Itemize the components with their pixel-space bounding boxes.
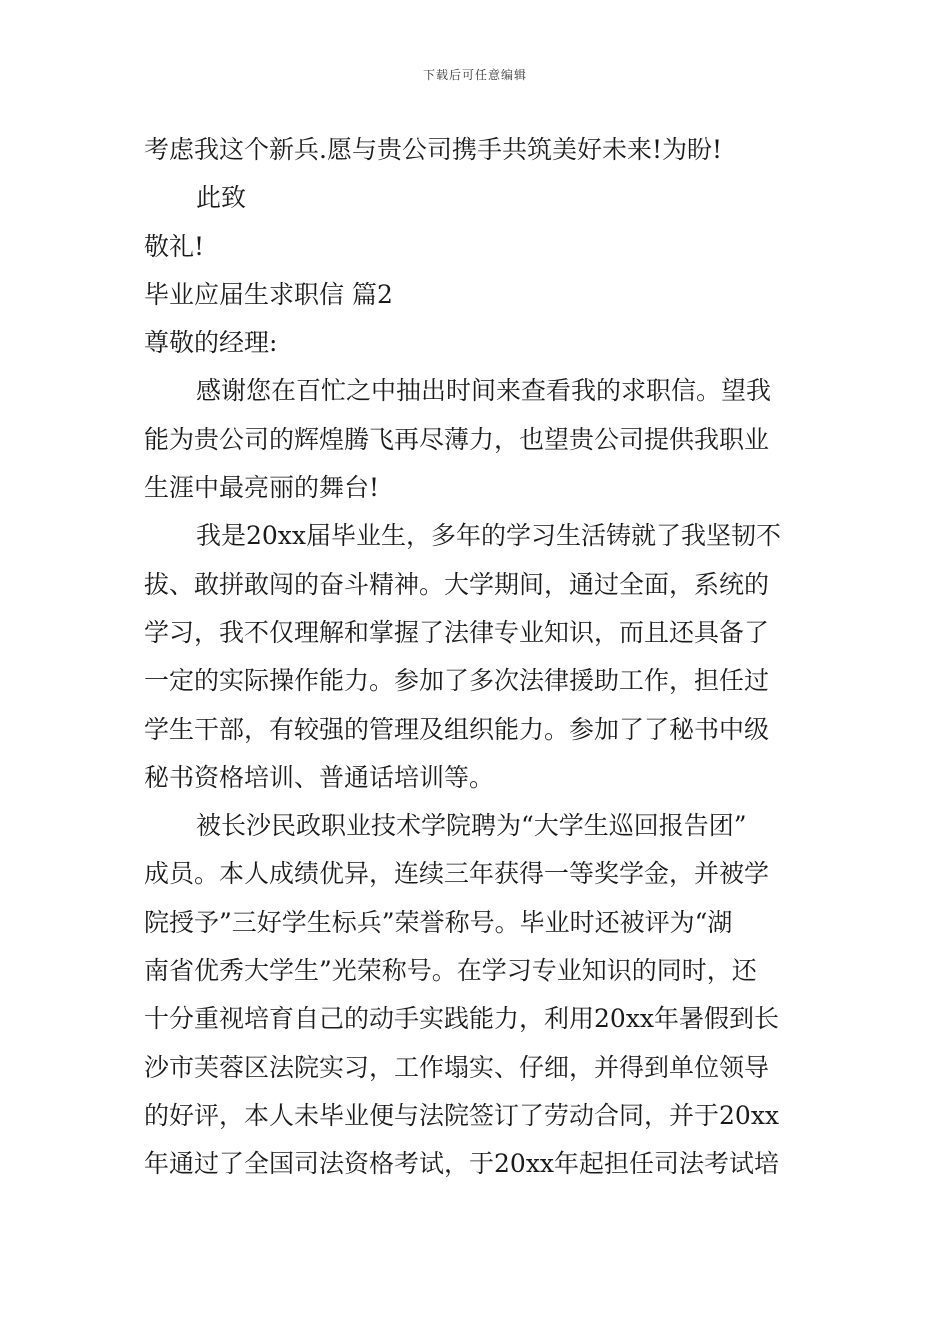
section-title: 毕业应届生求职信 篇2 bbox=[144, 279, 393, 309]
paragraph-line: 南省优秀大学生”光荣称号。在学习专业知识的同时，还 bbox=[144, 956, 757, 986]
salutation-line: 敬礼! bbox=[144, 231, 205, 261]
paragraph-line: 秘书资格培训、普通话培训等。 bbox=[144, 762, 495, 792]
closing-line: 此致 bbox=[196, 183, 247, 213]
paragraph-line: 十分重视培育自己的动手实践能力，利用20xx年暑假到长 bbox=[144, 1004, 780, 1034]
text-line: 考虑我这个新兵.愿与贵公司携手共筑美好未来!为盼! bbox=[144, 135, 723, 164]
paragraph-line: 院授予”三好学生标兵”荣誉称号。毕业时还被评为“湖 bbox=[144, 907, 733, 937]
greeting-line: 尊敬的经理: bbox=[144, 328, 278, 358]
paragraph-line: 学生干部，有较强的管理及组织能力。参加了了秘书中级 bbox=[144, 714, 770, 744]
paragraph-line: 年通过了全国司法资格考试，于20xx年起担任司法考试培 bbox=[144, 1149, 780, 1179]
paragraph-line: 沙市芙蓉区法院实习，工作塌实、仔细，并得到单位领导 bbox=[144, 1052, 770, 1082]
paragraph-line: 拔、敢拼敢闯的奋斗精神。大学期间，通过全面，系统的 bbox=[144, 569, 770, 599]
paragraph-line: 被长沙民政职业技术学院聘为“大学生巡回报告团” bbox=[196, 811, 747, 841]
paragraph-line: 的好评，本人未毕业便与法院签订了劳动合同，并于20xx bbox=[144, 1100, 780, 1130]
document-body bbox=[144, 126, 808, 1189]
paragraph-line: 成员。本人成绩优异，连续三年获得一等奖学金，并被学 bbox=[144, 859, 770, 889]
paragraph-line: 生涯中最亮丽的舞台! bbox=[144, 473, 380, 503]
paragraph-line: 我是20xx届毕业生，多年的学习生活铸就了我坚韧不 bbox=[196, 521, 782, 551]
paragraph-line: 一定的实际操作能力。参加了多次法律援助工作，担任过 bbox=[144, 666, 770, 696]
paragraph-line: 学习，我不仅理解和掌握了法律专业知识，而且还具备了 bbox=[144, 617, 770, 647]
page-header-note: 下载后可任意编辑 bbox=[422, 68, 527, 82]
paragraph-line: 感谢您在百忙之中抽出时间来查看我的求职信。望我 bbox=[196, 376, 772, 406]
paragraph-line: 能为贵公司的辉煌腾飞再尽薄力，也望贵公司提供我职业 bbox=[144, 424, 770, 454]
